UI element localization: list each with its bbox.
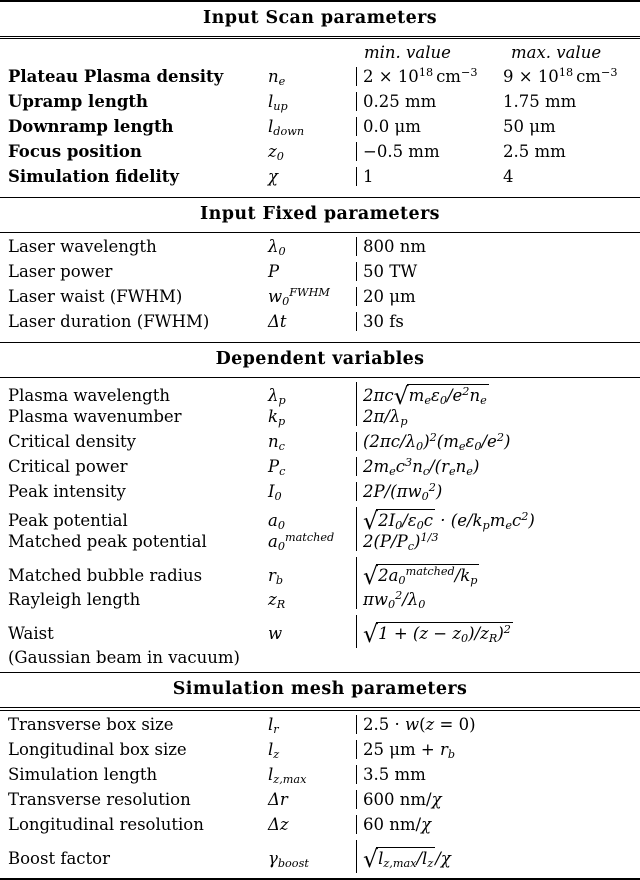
row-min-value: 1 — [356, 167, 503, 186]
table-row — [0, 740, 640, 765]
row-symbol: Δr — [268, 789, 288, 809]
row-max-value: 50 μm — [503, 117, 556, 137]
row-symbol: $l_{z,max}$ — [268, 764, 307, 786]
row-formula: 60 nm/χ — [356, 815, 640, 834]
section-rows-input-scan — [0, 39, 640, 197]
table-row — [0, 287, 640, 312]
table-row — [0, 382, 640, 411]
header-min-value: min. value — [364, 43, 451, 63]
row-formula: $√l_{z,max}/l_z$ /χ — [356, 840, 640, 873]
row-symbol: $l_{down}$ — [268, 117, 305, 139]
row-max-value: 4 — [503, 167, 514, 187]
section-rows-simulation-mesh — [0, 711, 640, 878]
row-symbol: $I_0$ — [268, 482, 282, 504]
header-max-value: max. value — [511, 43, 602, 63]
section-title-input-scan: Input Scan parameters — [203, 8, 437, 28]
section-title-input-fixed: Input Fixed parameters — [200, 204, 440, 225]
row-symbol: $k_p$ — [268, 407, 286, 429]
section-footnote: (Gaussian beam in vacuum) — [8, 648, 240, 668]
table-row — [0, 407, 640, 432]
table-row — [0, 482, 640, 507]
table-row — [0, 590, 640, 615]
row-label: Longitudinal box size — [8, 739, 187, 759]
row-symbol: $z_0$ — [268, 142, 284, 164]
row-formula: 2.5 · w(z = 0) — [356, 715, 640, 734]
row-max-value: 2.5 mm — [503, 142, 566, 162]
row-symbol: P — [268, 262, 280, 282]
row-value: 800 nm — [356, 237, 640, 256]
table-row — [0, 507, 640, 536]
row-label: Transverse resolution — [8, 789, 191, 809]
row-label: Waist — [8, 624, 54, 644]
row-label: Plasma wavenumber — [8, 407, 182, 427]
table-row — [0, 715, 640, 740]
table-row — [0, 815, 640, 840]
row-label: Boost factor — [8, 848, 110, 868]
row-max-value: $9 \times 10^{18}$ $cm^{-3}$ — [503, 66, 618, 87]
row-symbol: $\gamma_{boost}$ — [268, 848, 309, 870]
row-formula: $√2I_0/\varepsilon_0c \cdot (e/k_pm_ec^2)$ — [356, 507, 640, 535]
row-label: Matched bubble radius — [8, 566, 203, 586]
table-row — [0, 532, 640, 557]
row-symbol: $P_c$ — [268, 457, 286, 479]
row-symbol: χ — [268, 167, 278, 187]
row-symbol: $r_b$ — [268, 566, 284, 588]
row-symbol: Δt — [268, 312, 287, 332]
row-label: Simulation fidelity — [8, 167, 180, 187]
row-formula: $\pi w_0^2/\lambda_0$ — [356, 590, 640, 609]
row-min-value: 0.0 μm — [356, 117, 503, 136]
row-symbol: $\lambda_p$ — [268, 386, 286, 408]
section-title-simulation-mesh: Simulation mesh parameters — [172, 679, 468, 700]
row-symbol: $n_e$ — [268, 67, 286, 89]
row-value: 30 fs — [356, 312, 640, 331]
table-row — [0, 790, 640, 815]
row-symbol: $\lambda_0$ — [268, 237, 286, 259]
row-max-value: 1.75 mm — [503, 92, 577, 112]
row-formula: $(2\pi c/\lambda_0)^2(m_e\varepsilon_0/e^2)$ — [356, 432, 640, 451]
row-symbol: w — [268, 624, 283, 644]
table-row — [0, 67, 640, 92]
row-symbol: $a_0^{matched}$ — [268, 531, 335, 554]
row-label: Laser duration (FWHM) — [8, 312, 210, 332]
table-row — [0, 237, 640, 262]
row-min-value: 0.25 mm — [356, 92, 503, 111]
row-symbol: $a_0$ — [268, 511, 285, 533]
row-symbol: $l_z$ — [268, 739, 280, 761]
section-title-dependent-variables: Dependent variables — [215, 349, 425, 370]
section-rows-input-fixed — [0, 233, 640, 342]
table-row — [0, 840, 640, 873]
row-label: Laser power — [8, 262, 113, 282]
row-formula: $2P/(\pi w_0^2)$ — [356, 482, 640, 501]
row-value: 50 TW — [356, 262, 640, 281]
row-symbol: Δz — [268, 814, 289, 834]
row-formula: $√1 + (z - z_0)/z_R)^2$ — [356, 615, 640, 648]
row-label: Transverse box size — [8, 714, 174, 734]
row-label: Downramp length — [8, 117, 174, 137]
row-min-value: −0.5 mm — [356, 142, 503, 161]
table-row — [0, 262, 640, 287]
value-column-headers — [0, 43, 640, 67]
row-formula: $√2a_0^{matched}/k_p$ — [356, 557, 640, 590]
table-row — [0, 312, 640, 337]
table-row — [0, 765, 640, 790]
row-label: Longitudinal resolution — [8, 814, 204, 834]
row-formula: $2\pi c√m_e\varepsilon_0/e^2n_e$ — [356, 382, 640, 410]
table-row — [0, 167, 640, 192]
row-label: Critical density — [8, 432, 136, 452]
row-value: 20 μm — [356, 287, 640, 306]
table-row — [0, 557, 640, 590]
row-label: Matched peak potential — [8, 532, 207, 552]
row-label: Laser waist (FWHM) — [8, 287, 183, 307]
table-row — [0, 92, 640, 117]
row-label: Peak intensity — [8, 482, 126, 502]
row-label: Plasma wavelength — [8, 386, 170, 406]
row-label: Focus position — [8, 142, 142, 162]
row-label: Peak potential — [8, 511, 128, 531]
row-formula: 600 nm/χ — [356, 790, 640, 809]
row-label: Upramp length — [8, 92, 148, 112]
row-label: Critical power — [8, 457, 128, 477]
row-symbol: $w_0^{FWHM}$ — [268, 286, 330, 309]
row-value: 3.5 mm — [356, 765, 640, 784]
table-row — [0, 117, 640, 142]
row-formula: $2(P/P_c)^{1/3}$ — [356, 532, 640, 551]
row-formula: 25 $\mu m + r_b$ — [356, 740, 640, 759]
row-symbol: $l_{up}$ — [268, 92, 288, 114]
table-row — [0, 142, 640, 167]
section-rows-dependent-variables — [0, 378, 640, 672]
row-formula: $2m_ec^3n_c/(r_en_e)$ — [356, 457, 640, 476]
row-label: Rayleigh length — [8, 590, 141, 610]
row-label: Simulation length — [8, 764, 158, 784]
row-symbol: $z_R$ — [268, 590, 286, 612]
table-bottom-rule — [0, 878, 640, 880]
table-row — [0, 457, 640, 482]
row-symbol: $l_r$ — [268, 714, 279, 736]
row-label: Plateau Plasma density — [8, 67, 224, 87]
row-symbol: $n_c$ — [268, 432, 285, 454]
row-formula: $2\pi/\lambda_p$ — [356, 407, 640, 426]
table-row — [0, 615, 640, 648]
row-label: Laser wavelength — [8, 237, 157, 257]
row-min-value: $2 \times 10^{18}$ $cm^{-3}$ — [356, 67, 503, 86]
table-row — [0, 432, 640, 457]
